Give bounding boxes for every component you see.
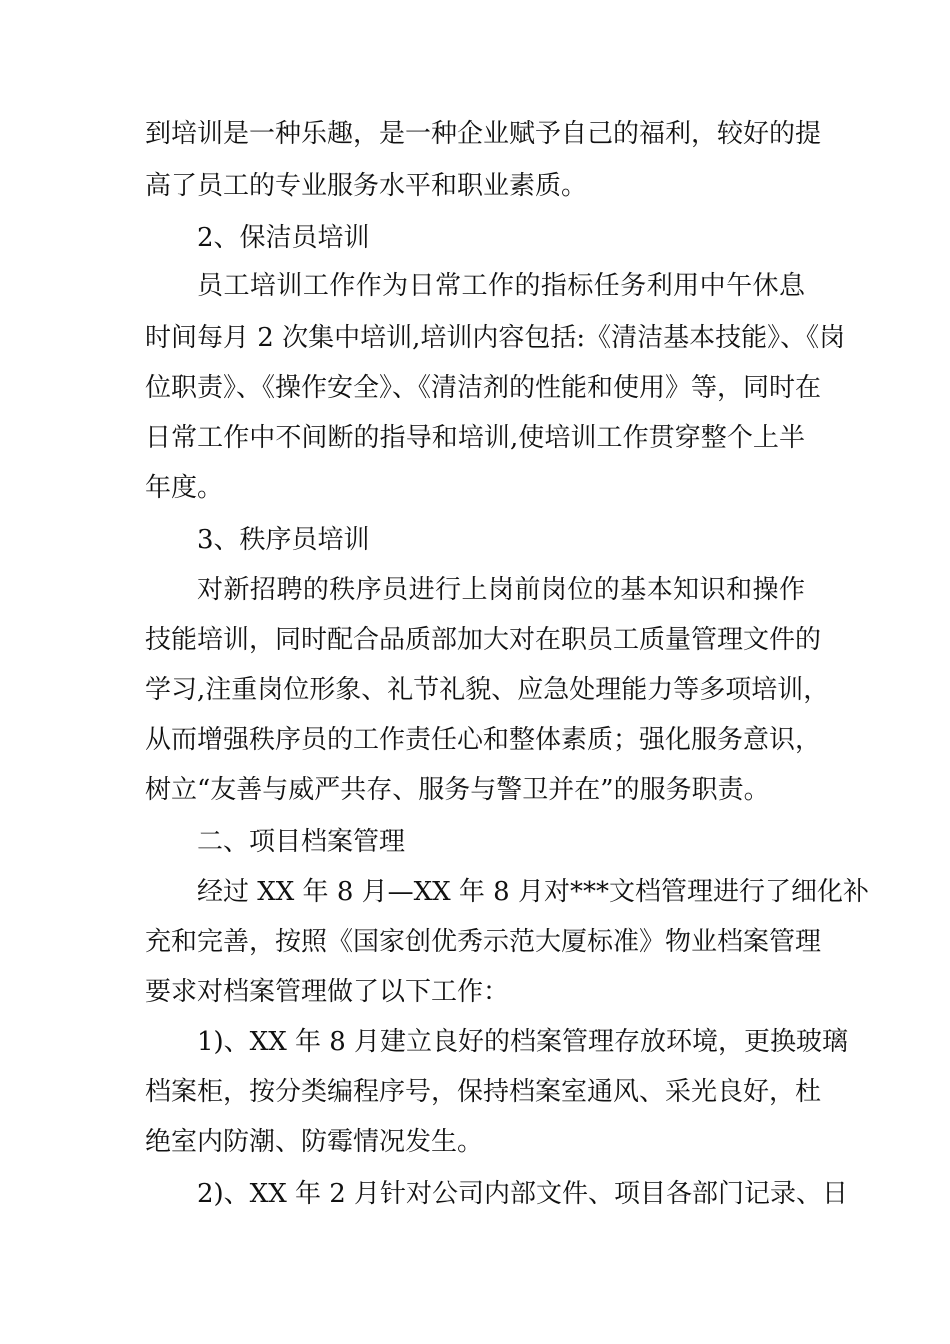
text-line: 树立“友善与威严共存、服务与警卫并在”的服务职责。 <box>145 775 770 805</box>
text-line: 经过 XX 年 8 月—XX 年 8 月对***文档管理进行了细化补 <box>197 877 869 907</box>
text-line: 学习,注重岗位形象、礼节礼貌、应急处理能力等多项培训， <box>145 675 830 705</box>
text-line: 对新招聘的秩序员进行上岗前岗位的基本知识和操作 <box>197 575 805 605</box>
text-line: 年度。 <box>145 473 224 503</box>
text-line: 2)、XX 年 2 月针对公司内部文件、项目各部门记录、日 <box>197 1179 849 1209</box>
text-line: 1)、XX 年 8 月建立良好的档案管理存放环境，更换玻璃 <box>197 1027 849 1057</box>
text-line: 充和完善，按照《国家创优秀示范大厦标准》物业档案管理 <box>145 927 822 957</box>
section-heading: 2、保洁员培训 <box>197 223 370 253</box>
text-line: 时间每月 2 次集中培训,培训内容包括:《清洁基本技能》、《岗 <box>145 323 846 353</box>
section-heading: 3、秩序员培训 <box>197 525 370 555</box>
text-line: 绝室内防潮、防霉情况发生。 <box>145 1127 484 1157</box>
text-line: 从而增强秩序员的工作责任心和整体素质；强化服务意识， <box>145 725 822 755</box>
text-line: 员工培训工作作为日常工作的指标任务利用中午休息 <box>197 271 805 301</box>
text-line: 到培训是一种乐趣，是一种企业赋予自己的福利，较好的提 <box>145 119 822 149</box>
section-heading: 二、项目档案管理 <box>197 827 406 857</box>
text-line: 日常工作中不间断的指导和培训,使培训工作贯穿整个上半 <box>145 423 805 453</box>
text-line: 位职责》、《操作安全》、《清洁剂的性能和使用》等，同时在 <box>145 373 822 403</box>
text-line: 技能培训，同时配合品质部加大对在职员工质量管理文件的 <box>145 625 822 655</box>
text-line: 高了员工的专业服务水平和职业素质。 <box>145 171 588 201</box>
text-line: 要求对档案管理做了以下工作： <box>145 977 510 1007</box>
text-line: 档案柜，按分类编程序号，保持档案室通风、采光良好，杜 <box>145 1077 822 1107</box>
